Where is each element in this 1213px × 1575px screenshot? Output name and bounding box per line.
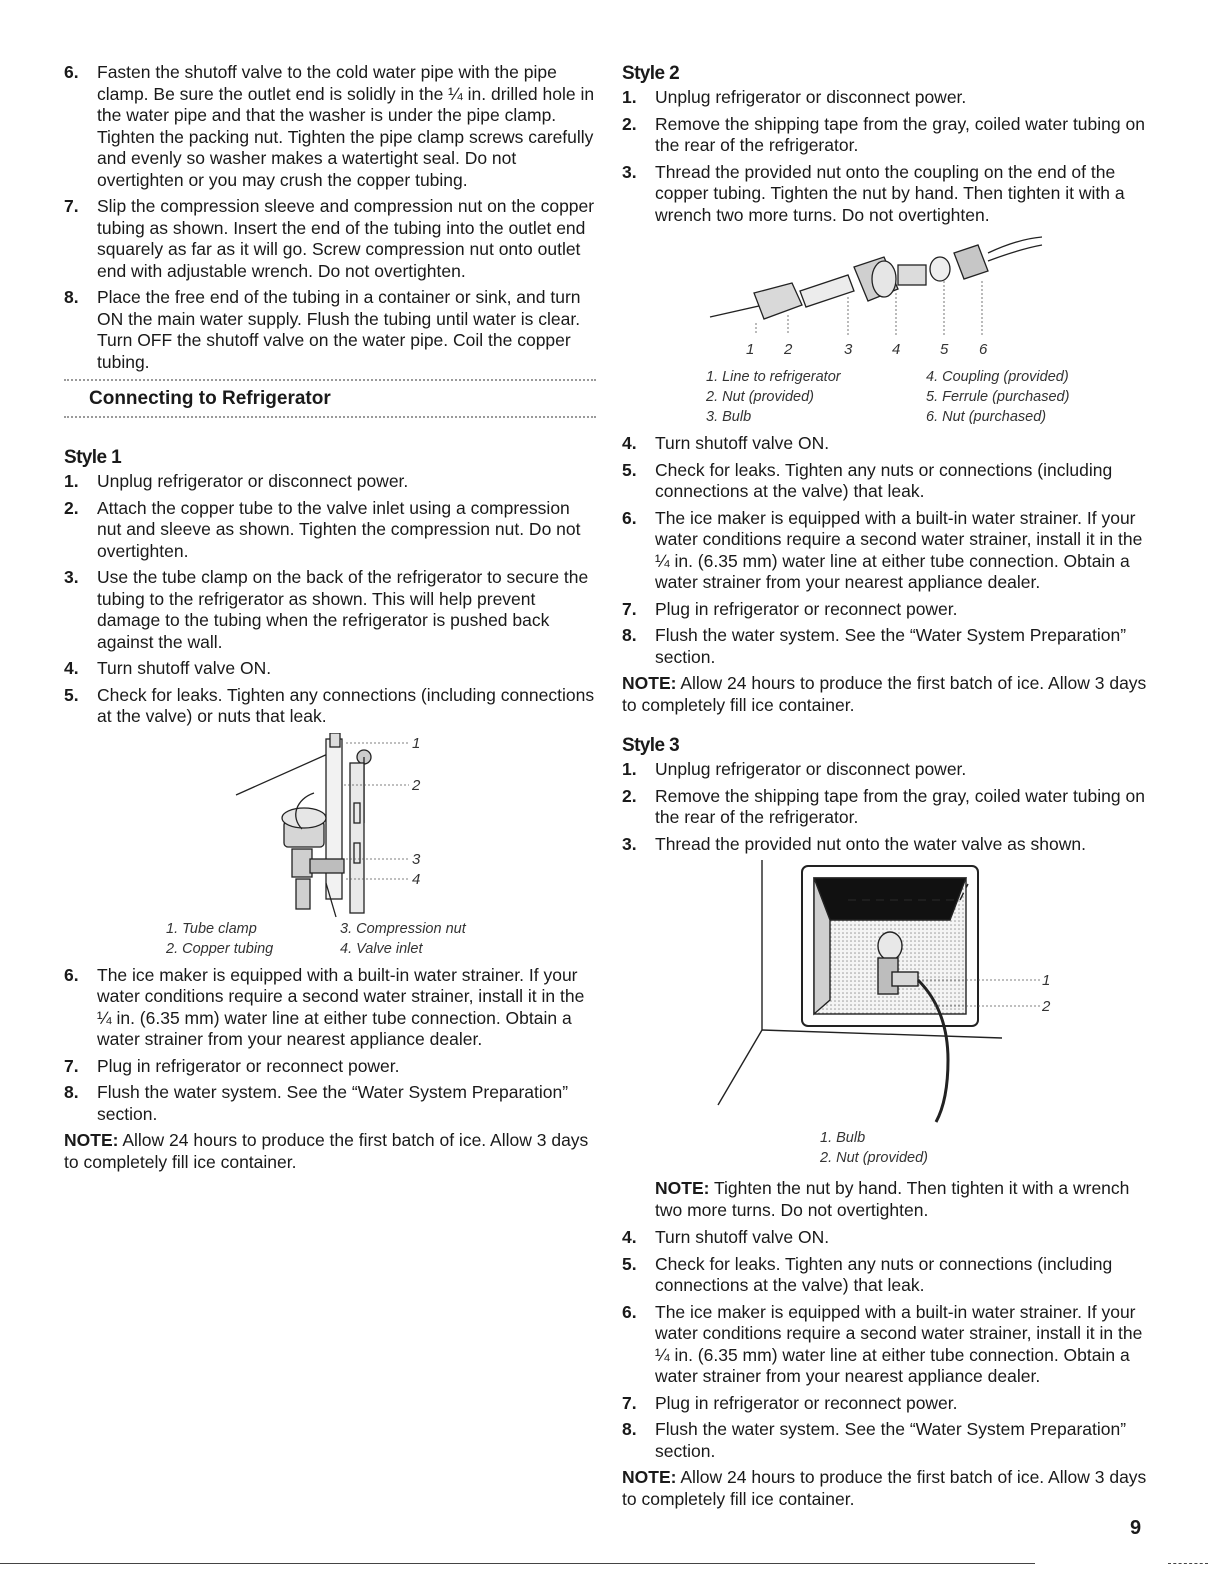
list-item: 5. Check for leaks. Tighten any nuts or connections (including connections at the valve) that leak. [622,1253,1113,1295]
callout-6: 6 [979,341,988,358]
list-item: 8. Place the free end of the tubing in a container or sink, and turn ON the main water supply. Flush the tubing until water is clear. Turn OFF the shutoff valve on the water pipe. Coil the copper tubing. [64,287,581,372]
callout-1: 1 [1042,972,1051,989]
footer-rule [0,1563,1035,1564]
list-item: 4. Turn shutoff valve ON. [622,1227,830,1247]
coupling-assembly-drawing [622,231,1152,341]
list-item: 7. Plug in refrigerator or reconnect power. [64,1055,400,1076]
list-item: 5. Check for leaks. Tighten any nuts or connections (including connections at the valve) that leak. [622,459,1113,501]
style1-note: NOTE: Allow 24 hours to produce the first batch of ice. Allow 3 days to completely fill ice container. [64,1130,589,1172]
callout-5: 5 [940,341,949,358]
list-item: 4. Turn shutoff valve ON. [64,658,272,678]
style1-captions: 1. Tube clamp 3. Compression nut 2. Copper tubing 4. Valve inlet [166,920,466,957]
style1-heading: Style 1 [64,447,122,468]
style2-heading: Style 2 [622,63,680,84]
right-column [622,62,1152,1510]
list-item: 6. The ice maker is equipped with a built-in water strainer. If your water conditions require a second water strainer, install it in the ¼ in. (6.35 mm) water line at either tube connection. Obtain a water strainer from your nearest appliance dealer. [64,964,585,1049]
list-item: 1. Unplug refrigerator or disconnect power. [622,759,967,779]
callout-2: 2 [412,776,421,794]
water-valve-drawing [622,860,1152,1128]
style3-heading: Style 3 [622,735,680,756]
style3-steps-a [622,759,1152,855]
style3-steps-b [622,1227,1152,1462]
style1-steps-b [64,965,596,1126]
style3-captions: 1. Bulb 2. Nut (provided) [820,1130,928,1166]
callout-4: 4 [412,870,421,888]
style3-note: NOTE: Allow 24 hours to produce the first batch of ice. Allow 3 days to completely fill ice container. [622,1467,1147,1509]
list-item: 5. Check for leaks. Tighten any connections (including connections at the valve) or nuts that leak. [64,684,595,726]
list-item: 3. Thread the provided nut onto the water valve as shown. [622,833,1086,854]
list-item: 7. Plug in refrigerator or reconnect power. [622,598,958,619]
list-item: 2. Attach the copper tube to the valve inlet using a compression nut and sleeve as shown. Tighten the compression nut. Do not overtighten. [64,497,581,561]
intro-steps [64,62,596,373]
callout-1: 1 [746,341,755,358]
callout-3: 3 [844,341,853,358]
style3-inner-note: NOTE: Tighten the nut by hand. Then tighten it with a wrench two more turns. Do not overtighten. [655,1178,1130,1220]
list-item: 1. Unplug refrigerator or disconnect power. [622,87,967,107]
style2-note: NOTE: Allow 24 hours to produce the first batch of ice. Allow 3 days to completely fill ice container. [622,673,1147,715]
list-item: 8. Flush the water system. See the “Water System Preparation” section. [64,1082,569,1124]
list-item: 6. The ice maker is equipped with a built-in water strainer. If your water conditions require a second water strainer, install it in the ¼ in. (6.35 mm) water line at either tube connection. Obtain a water strainer from your nearest appliance dealer. [622,1301,1143,1386]
style2-steps-b [622,433,1152,668]
list-item: 8. Flush the water system. See the “Water System Preparation” section. [622,1419,1127,1461]
list-item: 8. Flush the water system. See the “Water System Preparation” section. [622,625,1127,667]
style2-captions: 1. Line to refrigerator 4. Coupling (provided) 2. Nut (provided) 5. Ferrule (purchased) 3. Bulb 6. Nut (purchased) [706,369,1070,425]
style2-illustration [622,231,1152,367]
section-divider-bottom [64,416,596,418]
list-item: 7. Plug in refrigerator or reconnect power. [622,1392,958,1413]
left-column [64,62,596,1173]
footer-rule-short [1168,1563,1208,1564]
style2-steps-a [622,87,1152,226]
list-item: 1. Unplug refrigerator or disconnect power. [64,471,409,491]
list-item: 6. The ice maker is equipped with a built-in water strainer. If your water conditions require a second water strainer, install it in the ¼ in. (6.35 mm) water line at either tube connection. Obtain a water strainer from your nearest appliance dealer. [622,507,1143,592]
style3-illustration [622,860,1152,1128]
section-title: Connecting to Refrigerator [89,388,331,409]
list-item: 4. Turn shutoff valve ON. [622,433,830,453]
callout-3: 3 [412,850,421,868]
style1-illustration [64,733,596,919]
list-item: 2. Remove the shipping tape from the gray, coiled water tubing on the rear of the refrigerator. [622,785,1145,827]
callout-2: 2 [784,341,793,358]
callout-4: 4 [892,341,901,358]
list-item: 6. Fasten the shutoff valve to the cold water pipe with the pipe clamp. Be sure the outlet end is solidly in the ¼ in. drilled hole in the water pipe and that the washer is under the pipe clamp. Tighten the packing nut. Tighten the pipe clamp screws carefully and evenly so washer makes a watertight seal. Do not overtighten or you may crush the copper tubing. [64,62,595,190]
valve-assembly-drawing [64,733,596,919]
list-item: 3. Thread the provided nut onto the coupling on the end of the copper tubing. Tighten the nut by hand. Then tighten it with a wrench two more turns. Do not overtighten. [622,161,1125,225]
list-item: 7. Slip the compression sleeve and compression nut on the copper tubing as shown. Insert the end of the tubing into the outlet end squarely as far as it will go. Screw compression nut onto outlet end with adjustable wrench. Do not overtighten. [64,196,595,281]
page-number: 9 [1130,1517,1142,1539]
list-item: 3. Use the tube clamp on the back of the refrigerator to secure the tubing to the refrigerator as shown. This will help prevent damage to the tubing when the refrigerator is pushed back against the wall. [64,567,589,652]
list-item: 2. Remove the shipping tape from the gray, coiled water tubing on the rear of the refrigerator. [622,113,1145,155]
callout-2: 2 [1042,998,1051,1015]
callout-1: 1 [412,734,421,752]
style1-steps-a [64,471,596,728]
